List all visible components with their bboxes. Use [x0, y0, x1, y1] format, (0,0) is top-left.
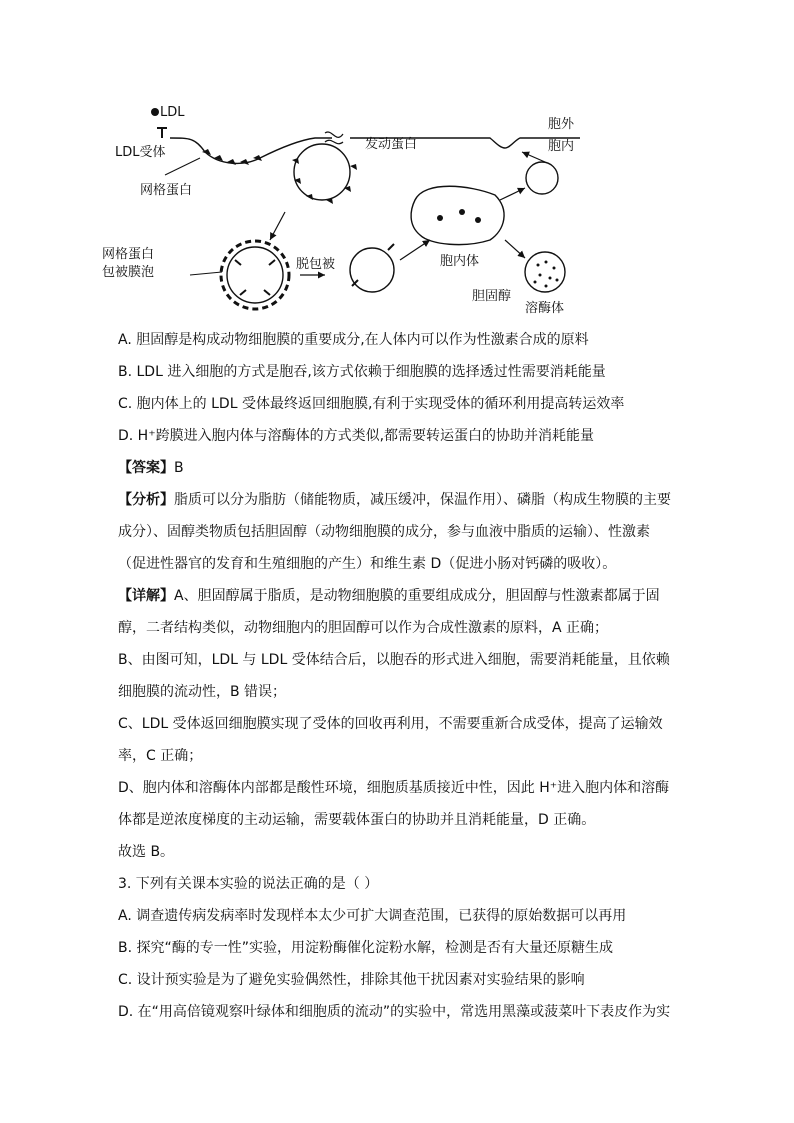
option-a: A. 胆固醇是构成动物细胞膜的重要成分,在人体内可以作为性激素合成的原料 — [118, 332, 589, 348]
ldl-particle-icon — [151, 108, 159, 116]
detail-line-8: 体都是逆浓度梯度的主动运输，需要载体蛋白的协助并且消耗能量，D 正确。 — [118, 812, 596, 828]
analysis-tag: 【分析】 — [118, 492, 174, 508]
detail-conclusion: 故选 B。 — [118, 844, 175, 860]
label-inside: 胞内 — [548, 139, 575, 154]
question3-option-b: B. 探究“酶的专一性”实验，用淀粉酶催化淀粉水解，检测是否有大量还原糖生成 — [118, 940, 614, 956]
ldl-endocytosis-diagram — [102, 100, 590, 316]
question3-option-c: C. 设计预实验是为了避免实验偶然性，排除其他干扰因素对实验结果的影响 — [118, 972, 585, 988]
detail-line-5: C、LDL 受体返回细胞膜实现了受体的回收再利用，不需要重新合成受体，提高了运输效 — [118, 716, 663, 732]
analysis-line-1 — [118, 490, 678, 510]
detail-line-6: 率，C 正确； — [118, 748, 203, 764]
detail-line-4: 细胞膜的流动性，B 错误； — [118, 684, 287, 700]
detail-line-3: B、由图可知，LDL 与 LDL 受体结合后，以胞吞的形式进入细胞，需要消耗能量，且依赖 — [118, 652, 670, 668]
label-ldl-receptor: LDL受体 — [115, 145, 166, 160]
analysis-text-1: 脂质可以分为脂肪（储能物质，减压缓冲，保温作用）、磷脂（构成生物膜的主要 — [174, 492, 671, 508]
label-coated-vesicle-line1: 网格蛋白 — [102, 247, 155, 262]
detail-tag: 【详解】 — [118, 588, 174, 604]
analysis-line-3: （促进性器官的发育和生殖细胞的产生）和维生素 D（促进小肠对钙磷的吸收）。 — [118, 556, 617, 572]
detail-text-1: A、胆固醇属于脂质，是动物细胞膜的重要组成成分，胆固醇与性激素都属于固 — [174, 588, 660, 604]
label-lysosome: 溶酶体 — [525, 301, 565, 316]
answer-line — [118, 458, 678, 478]
label-dynamin: 发动蛋白 — [365, 137, 418, 152]
label-outside: 胞外 — [548, 117, 575, 132]
option-b: B. LDL 进入细胞的方式是胞吞,该方式依赖于细胞膜的选择透过性需要消耗能量 — [118, 364, 606, 380]
label-ldl: LDL — [160, 105, 185, 120]
label-clathrin: 网格蛋白 — [140, 183, 193, 198]
label-endosome: 胞内体 — [440, 254, 480, 269]
answer-tag: 【答案】 — [118, 460, 174, 476]
question3-stem: 3. 下列有关课本实验的说法正确的是（ ） — [118, 876, 379, 892]
question3-option-a: A. 调查遗传病发病率时发现样本太少可扩大调查范围，已获得的原始数据可以再用 — [118, 908, 627, 924]
question3-option-d: D. 在“用高倍镜观察叶绿体和细胞质的流动”的实验中，常选用黑藻或菠菜叶下表皮作为实 — [118, 1004, 671, 1020]
option-c: C. 胞内体上的 LDL 受体最终返回细胞膜,有利于实现受体的循环利用提高转运效率 — [118, 396, 625, 412]
detail-line-2: 醇，二者结构类似，动物细胞内的胆固醇可以作为合成性激素的原料，A 正确； — [118, 620, 609, 636]
analysis-line-2: 成分）、固醇类物质包括胆固醇（动物细胞膜的成分，参与血液中脂质的运输）、性激素 — [118, 524, 650, 540]
label-uncoating: 脱包被 — [296, 257, 336, 272]
label-cholesterol: 胆固醇 — [472, 289, 512, 304]
option-d: D. H⁺跨膜进入胞内体与溶酶体的方式类似,都需要转运蛋白的协助并消耗能量 — [118, 428, 595, 444]
detail-line-7: D、胞内体和溶酶体内部都是酸性环境，细胞质基质接近中性，因此 H⁺进入胞内体和溶酶 — [118, 780, 670, 796]
detail-line-1 — [118, 586, 678, 606]
answer-value: B — [174, 460, 184, 476]
label-coated-vesicle-line2: 包被膜泡 — [102, 265, 155, 280]
diagram-svg — [102, 100, 590, 316]
